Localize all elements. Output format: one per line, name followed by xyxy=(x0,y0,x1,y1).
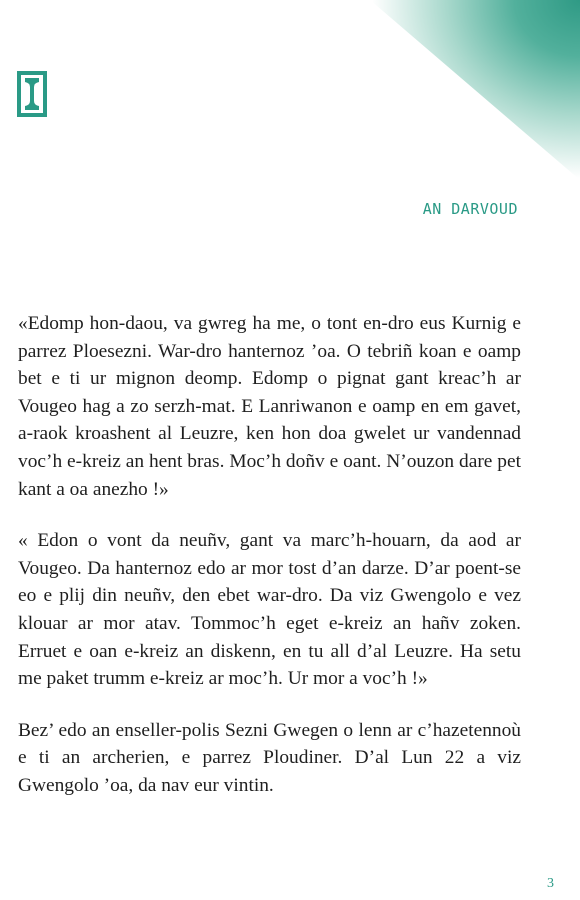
body-text xyxy=(18,310,521,824)
corner-decoration xyxy=(370,0,580,180)
paragraph-2: « Edon o vont da neuñv, gant va marc’h-houarn, da aod ar Vougeo. Da hanternoz edo ar mor tost d’an darze. D’ar poent-se eo e plij din neuñv, den ebet war-dro. Da viz Gwengolo e vez klouar ar mor atav. Tommoc’h eget e-kreiz an hañv zoken. Erruet e oan e-kreiz an diskenn, en tu all d’al Leuzre. Ha setu me paket trumm e-kreiz ar moc’h. Ur mor a voc’h !» xyxy=(18,530,521,690)
roman-numeral-one-icon xyxy=(25,78,39,110)
page-number: 3 xyxy=(547,876,554,891)
paragraph-1: «Edomp hon-daou, va gwreg ha me, o tont en-dro eus Kurnig e parrez Ploesezni. War-dro hanternoz ’oa. O tebriñ koan e oamp bet e ti ur mignon deomp. Edomp o pignat gant kreac’h ar Vougeo hag a zo serzh-mat. E Lanriwanon e oamp en em gavet, a-raok kroashent al Leuzre, ken hon doa gwelet ur vandennad voc’h e-kreiz an hent bras. Moc’h doñv e oant. N’ouzon dare pet kant a oa anezho !» xyxy=(18,313,521,500)
paragraph-3: Bez’ edo an enseller-polis Sezni Gwegen o lenn ar c’hazetennoù e ti an archerien, e parrez Ploudiner. D’al Lun 22 a viz Gwengolo ’oa, da nav eur vintin. xyxy=(18,719,521,796)
chapter-title: AN DARVOUD xyxy=(422,200,518,218)
chapter-numeral-mark xyxy=(17,71,47,117)
